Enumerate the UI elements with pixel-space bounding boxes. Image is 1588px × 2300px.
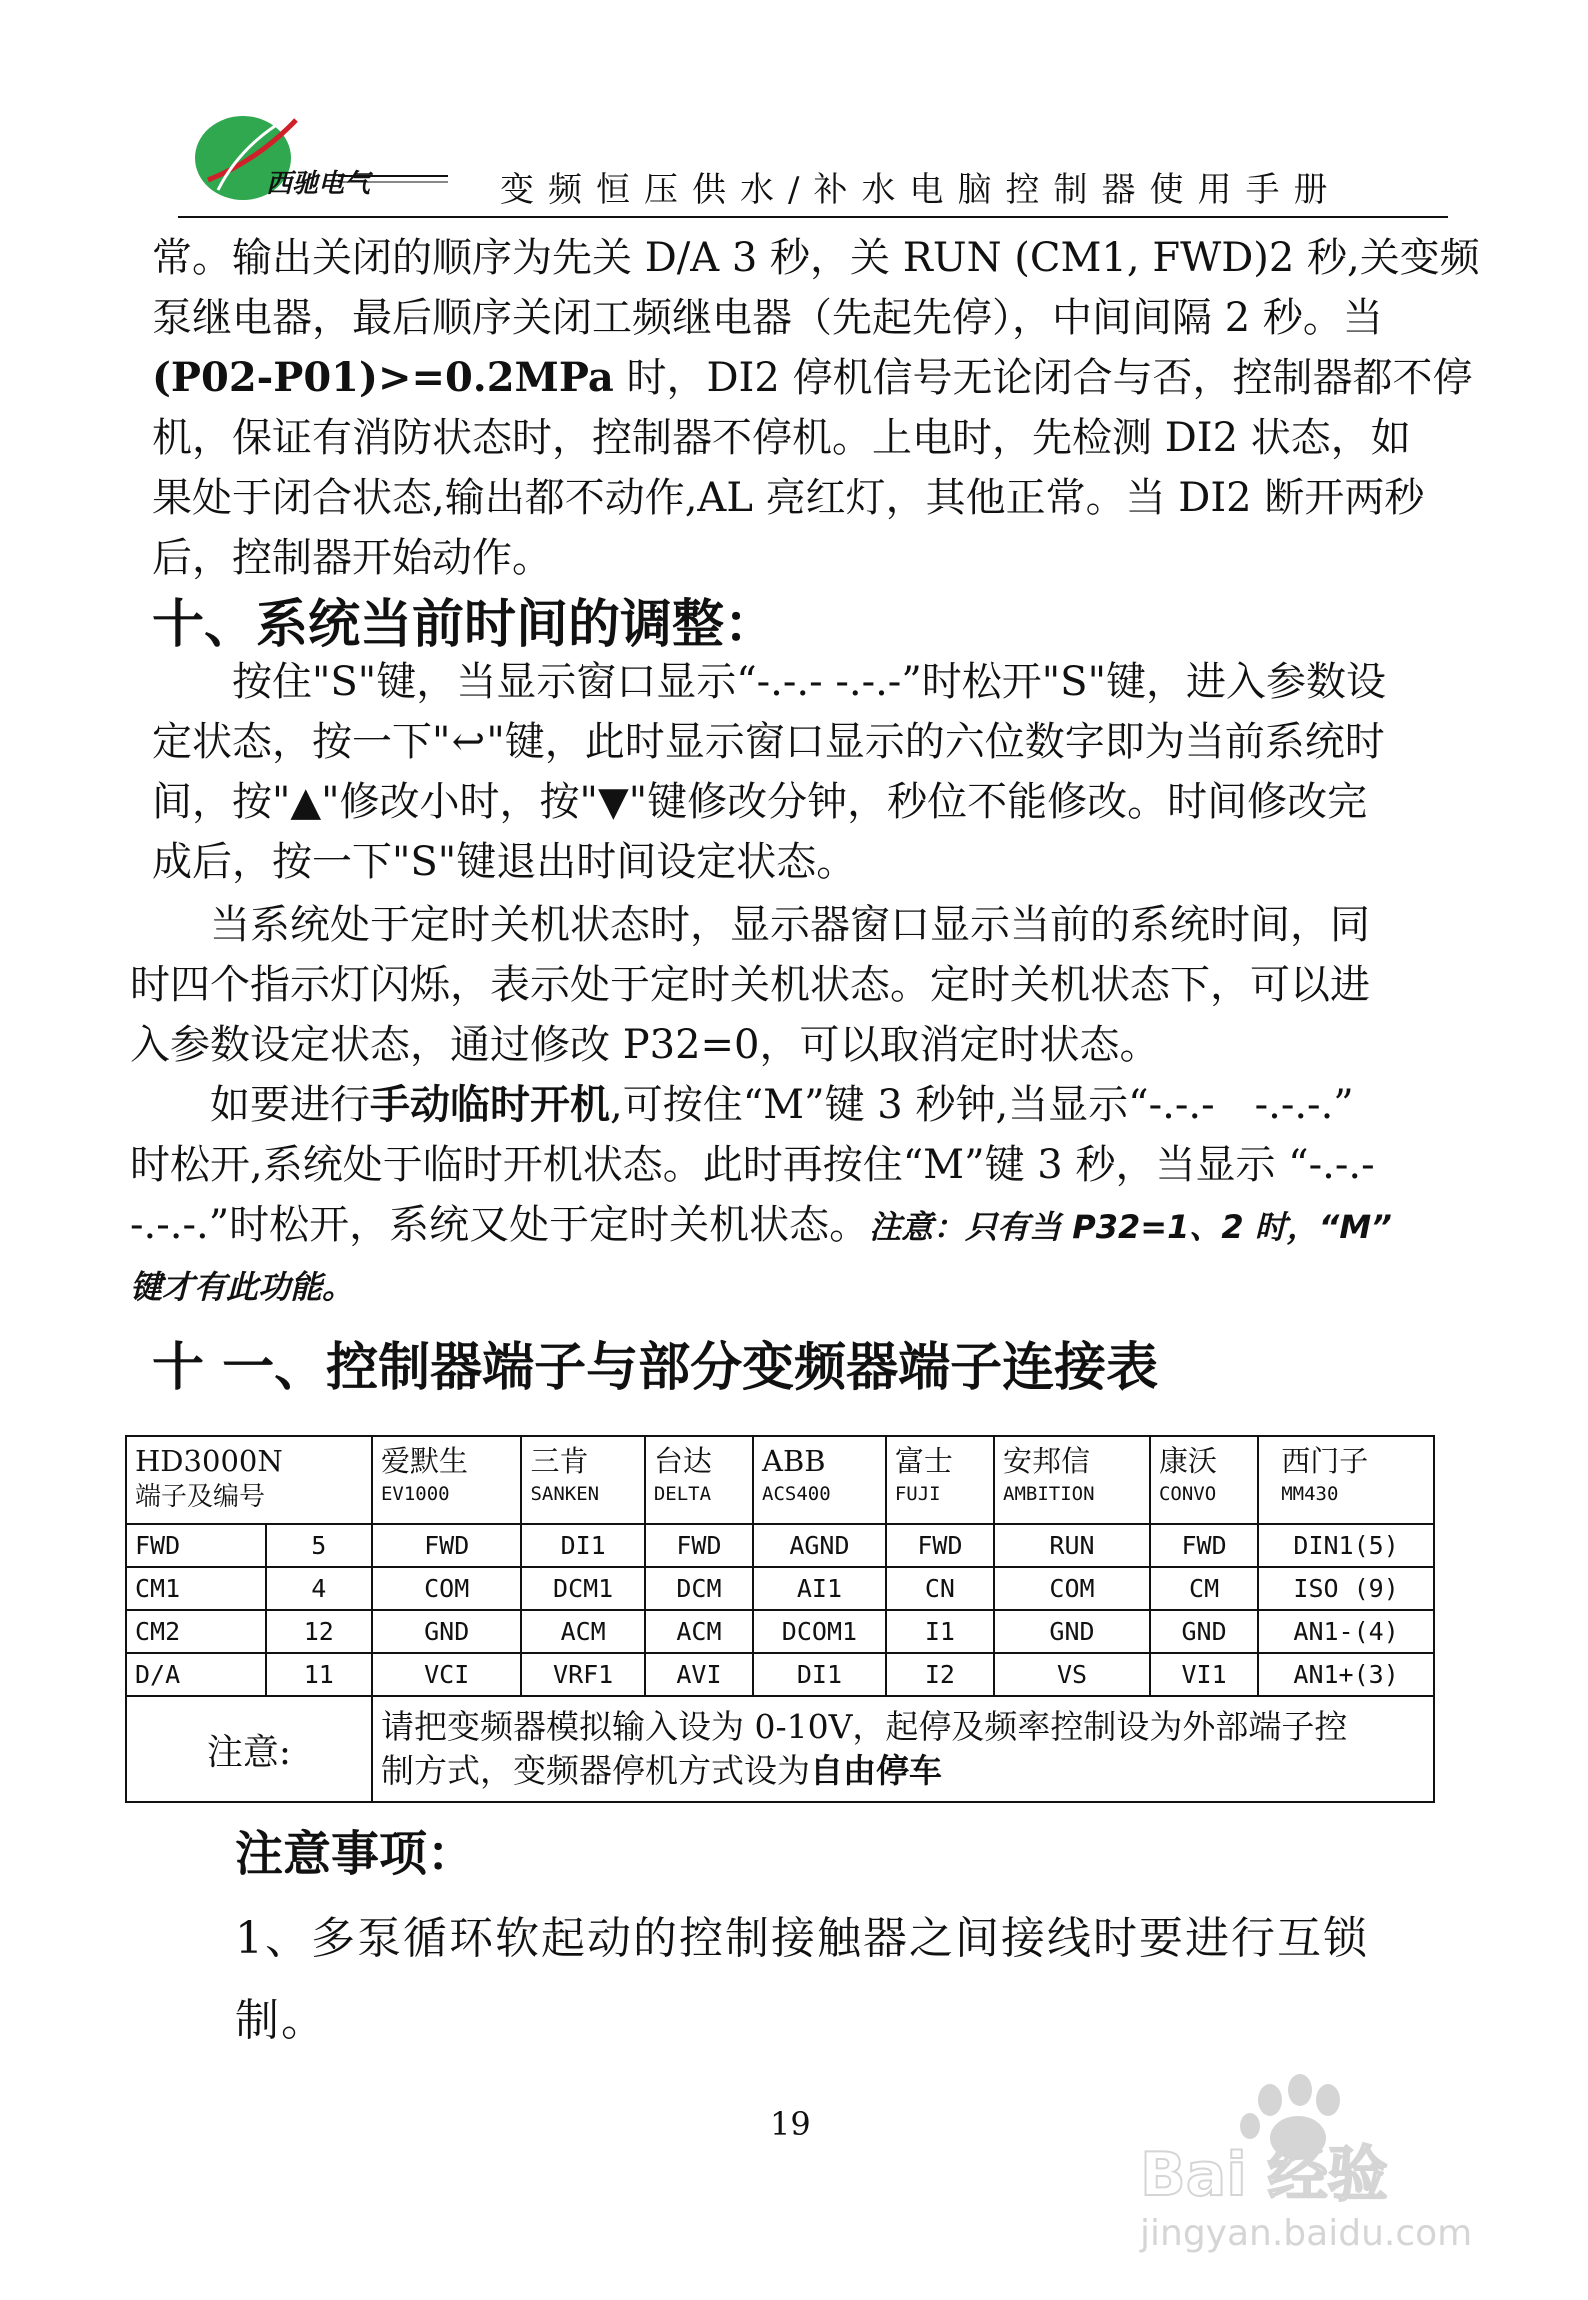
text-line: 如要进行手动临时开机,可按住“M”键 3 秒钟,当显示“-.-.- -.-.-.”	[210, 1082, 1354, 1128]
table-cell: DCOM1	[753, 1610, 886, 1653]
brand-header: ABB ACS400	[753, 1436, 886, 1524]
table-cell: AN1-(4)	[1258, 1610, 1434, 1653]
terminal-connection-table	[125, 1435, 1435, 1803]
text-line: 定状态，按一下"↩"键，此时显示窗口显示的六位数字即为当前系统时	[152, 712, 1386, 772]
text-line: 后，控制器开始动作。	[152, 535, 552, 581]
text-line: 时松开,系统处于临时开机状态。此时再按住“M”键 3 秒，当显示 “-.-.-	[130, 1142, 1375, 1188]
table-cell: CM	[1150, 1567, 1258, 1610]
table-cell: VCI	[372, 1653, 522, 1696]
text-line: 按住"S"键，当显示窗口显示“-.-.- -.-.-”时松开"S"键，进入参数设	[232, 659, 1386, 705]
watermark-url: jingyan.baidu.com	[1140, 2213, 1473, 2254]
text-line: 机，保证有消防状态时，控制器不停机。上电时，先检测 DI2 状态，如	[152, 415, 1411, 461]
page-number: 19	[770, 2105, 811, 2143]
free-stop-emphasis: 自由停车	[809, 1751, 942, 1790]
text-line: -.-.-.”时松开，系统又处于定时关机状态。注意：只有当 P32=1、2 时，“M”	[130, 1202, 1392, 1248]
table-row	[126, 1524, 1434, 1567]
manual-title: 变频恒压供水/补水电脑控制器使用手册	[500, 170, 1342, 210]
text-line: 成后，按一下"S"键退出时间设定状态。	[152, 839, 857, 885]
note-emphasis: 键才有此功能。	[130, 1268, 355, 1306]
intro-paragraph	[152, 228, 1480, 588]
brand-header: 台达 DELTA	[645, 1436, 753, 1524]
brand-header: 爱默生 EV1000	[372, 1436, 522, 1524]
table-cell: VRF1	[521, 1653, 644, 1696]
section-10-paragraph-2	[130, 895, 1370, 1075]
table-cell: AI1	[753, 1567, 886, 1610]
table-cell: ISO (9)	[1258, 1567, 1434, 1610]
table-cell: AN1+(3)	[1258, 1653, 1434, 1696]
table-row	[126, 1567, 1434, 1610]
table-note-text: 请把变频器模拟输入设为 0-10V，起停及频率控制设为外部端子控 制方式，变频器停机方式设为自由停车	[372, 1696, 1434, 1802]
pressure-condition: (P02-P01)>=0.2MPa	[152, 354, 614, 401]
text-line: 常。输出关闭的顺序为先关 D/A 3 秒，关 RUN (CM1, FWD)2 秒,关变频	[152, 235, 1480, 281]
section-10-heading: 十、系统当前时间的调整：	[152, 595, 777, 655]
table-cell: AVI	[645, 1653, 753, 1696]
table-cell: DIN1(5)	[1258, 1524, 1434, 1567]
brand-header: 西门子 MM430	[1258, 1436, 1434, 1524]
text-line: 泵继电器，最后顺序关闭工频继电器（先起先停），中间间隔 2 秒。当	[152, 295, 1383, 341]
text-line: 制。	[235, 1995, 327, 2046]
notes-heading: 注意事项：	[235, 1826, 476, 1882]
text-line: 当系统处于定时关机状态时，显示器窗口显示当前的系统时间，同	[210, 902, 1370, 948]
table-cell: 5	[266, 1524, 372, 1567]
text-line: 果处于闭合状态,输出都不动作,AL 亮红灯，其他正常。当 DI2 断开两秒	[152, 475, 1425, 521]
table-cell: GND	[1150, 1610, 1258, 1653]
brand-header: 康沃 CONVO	[1150, 1436, 1258, 1524]
table-cell: FWD	[886, 1524, 994, 1567]
text-line: 间，按"▲"修改小时，按"▼"键修改分钟，秒位不能修改。时间修改完	[152, 779, 1368, 825]
logo-text: 西驰电气	[266, 169, 371, 199]
table-header-controller: HD3000N 端子及编号	[126, 1436, 372, 1524]
table-cell: CM1	[126, 1567, 266, 1610]
brand-header: 安邦信 AMBITION	[994, 1436, 1150, 1524]
section-10-paragraph-3	[130, 1075, 1392, 1317]
table-cell: DCM1	[521, 1567, 644, 1610]
table-cell: DCM	[645, 1567, 753, 1610]
baidu-watermark	[1130, 2060, 1510, 2260]
notes-item-1	[235, 1898, 1369, 2062]
table-cell: 11	[266, 1653, 372, 1696]
table-cell: ACM	[645, 1610, 753, 1653]
table-cell: AGND	[753, 1524, 886, 1567]
table-cell: VS	[994, 1653, 1150, 1696]
table-header-row	[126, 1436, 1434, 1524]
table-cell: RUN	[994, 1524, 1150, 1567]
table-cell: I2	[886, 1653, 994, 1696]
table-cell: 4	[266, 1567, 372, 1610]
text-line: (P02-P01)>=0.2MPa 时，DI2 停机信号无论闭合与否，控制器都不停	[152, 354, 1473, 401]
table-cell: VI1	[1150, 1653, 1258, 1696]
text-line: 时四个指示灯闪烁，表示处于定时关机状态。定时关机状态下，可以进	[130, 962, 1370, 1008]
table-cell: FWD	[372, 1524, 522, 1567]
table-cell: D/A	[126, 1653, 266, 1696]
table-cell: FWD	[645, 1524, 753, 1567]
table-note-label: 注意:	[126, 1696, 372, 1802]
table-cell: GND	[372, 1610, 522, 1653]
brand-header: 三肯 SANKEN	[521, 1436, 644, 1524]
section-11-heading: 十 一、控制器端子与部分变频器端子连接表	[152, 1338, 1159, 1398]
table-cell: CN	[886, 1567, 994, 1610]
header-divider	[178, 216, 1448, 218]
enter-key-icon: ↩	[451, 719, 486, 765]
section-10-paragraph-1	[152, 652, 1386, 892]
manual-start-emphasis: 手动临时开机	[370, 1082, 610, 1128]
table-row	[126, 1610, 1434, 1653]
brand-header: 富士 FUJI	[886, 1436, 994, 1524]
table-cell: DI1	[753, 1653, 886, 1696]
note-emphasis: 注意：只有当 P32=1、2 时，“M”	[869, 1208, 1392, 1246]
table-cell: CM2	[126, 1610, 266, 1653]
table-cell: FWD	[126, 1524, 266, 1567]
table-cell: COM	[994, 1567, 1150, 1610]
table-row	[126, 1653, 1434, 1696]
table-cell: COM	[372, 1567, 522, 1610]
table-cell: 12	[266, 1610, 372, 1653]
company-logo	[178, 110, 448, 210]
table-note-row	[126, 1696, 1434, 1802]
text-line: 入参数设定状态，通过修改 P32=0，可以取消定时状态。	[130, 1022, 1160, 1068]
watermark-brand: Bai 经验	[1140, 2140, 1388, 2210]
table-cell: I1	[886, 1610, 994, 1653]
table-cell: DI1	[521, 1524, 644, 1567]
table-cell: FWD	[1150, 1524, 1258, 1567]
table-cell: GND	[994, 1610, 1150, 1653]
text-line: 1、多泵循环软起动的控制接触器之间接线时要进行互锁	[235, 1913, 1369, 1964]
table-cell: ACM	[521, 1610, 644, 1653]
